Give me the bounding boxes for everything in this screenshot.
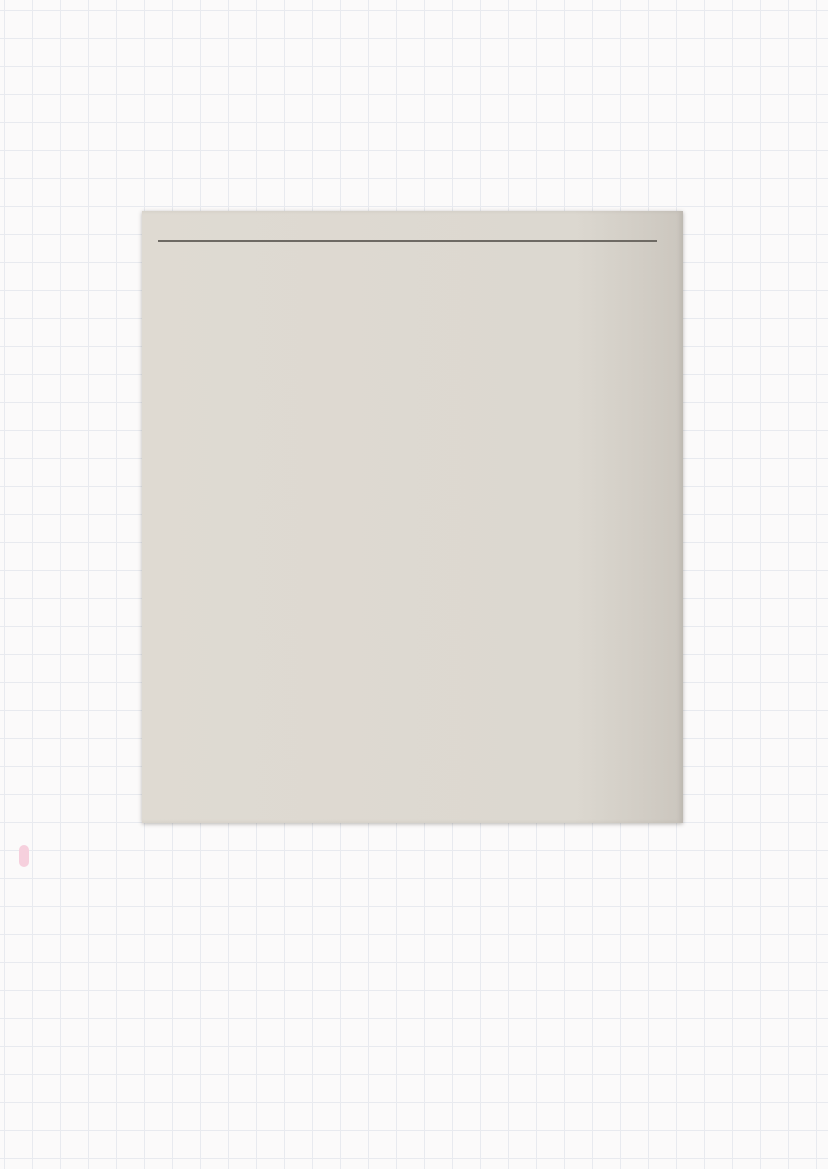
section-title	[19, 845, 29, 867]
territorial-systems-table	[158, 240, 657, 242]
section-heading-row	[20, 846, 820, 866]
composite-states-notes	[20, 846, 820, 882]
textbook-table-photo	[142, 211, 683, 823]
